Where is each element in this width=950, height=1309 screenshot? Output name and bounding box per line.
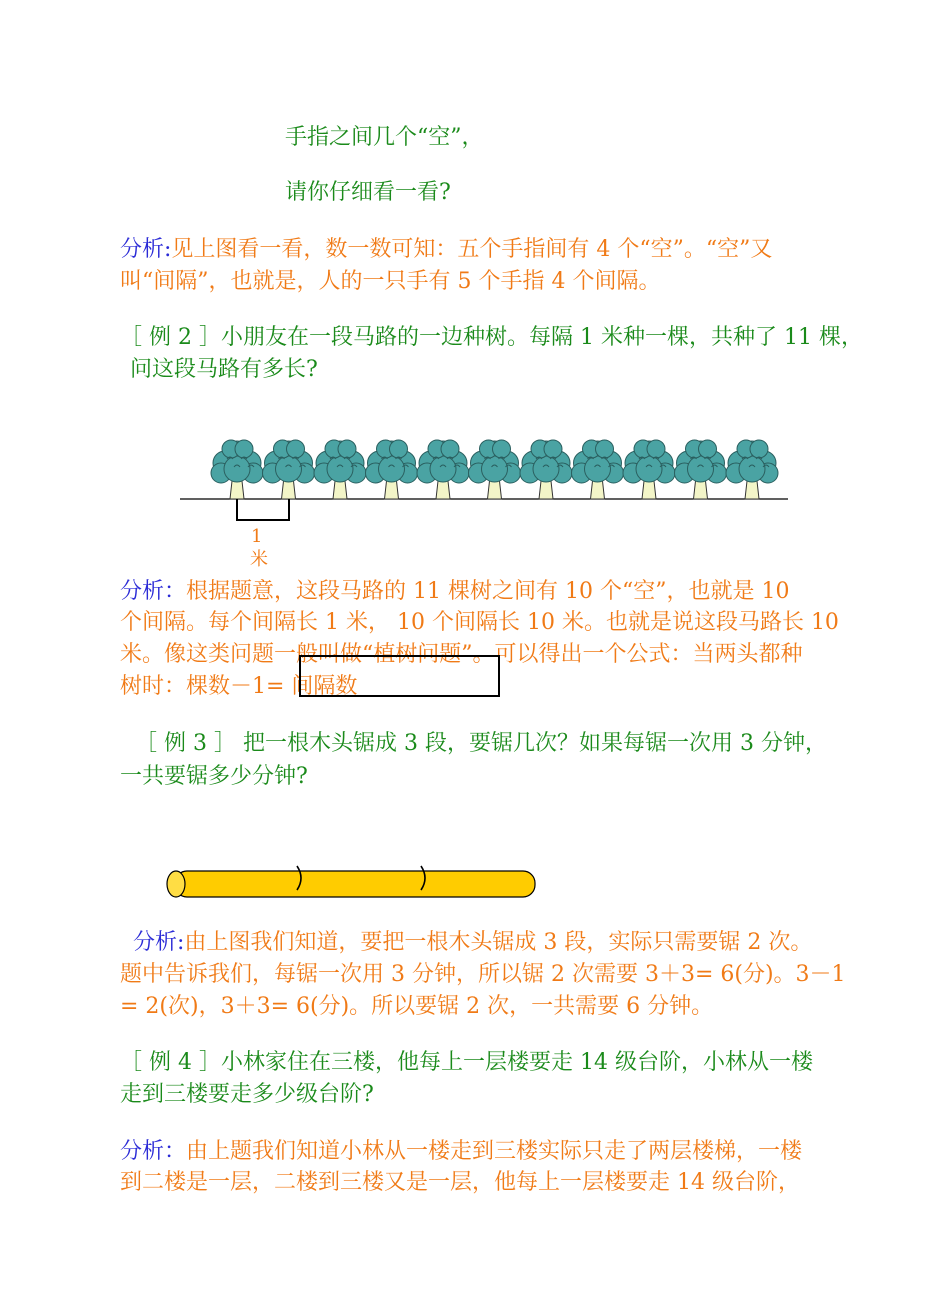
log-end — [167, 871, 185, 897]
analysis-2-line-1 — [120, 576, 789, 608]
interval-bracket — [237, 499, 289, 520]
analysis-4-line-2: 到二楼是一层，二楼到三楼又是一层，他每上一层楼要走 14 级台阶， — [120, 1170, 800, 1195]
log-body — [175, 871, 535, 897]
analysis-label: 分析： — [120, 579, 187, 604]
tree-icon — [520, 440, 572, 499]
log-figure — [167, 866, 535, 897]
example-3-line-2: 一共要锯多少分钟? — [120, 764, 308, 789]
tree-icon — [314, 440, 366, 499]
analysis-3-line-3: = 2(次)，3＋3= 6(分)。所以要锯 2 次，一共需要 6 分钟。 — [120, 994, 714, 1019]
analysis-label: 分析: — [120, 237, 172, 262]
example-2-line-1: ［ 例 2 ］小朋友在一段马路的一边种树。每隔 1 米种一棵，共种了 11 棵， — [120, 325, 863, 350]
tree-icon — [263, 440, 315, 499]
example-3-line-1: ［ 例 3 ］ 把一根木头锯成 3 段，要锯几次？如果每锯一次用 3 分钟， — [135, 731, 827, 756]
analysis-1-line-2: 叫“间隔”，也就是，人的一只手有 5 个手指 4 个间隔。 — [120, 269, 661, 294]
tree-icon — [417, 440, 469, 499]
analysis-4-line-1 — [120, 1136, 802, 1168]
interval-label-unit: 米 — [250, 549, 268, 570]
formula-highlight-box — [299, 655, 500, 697]
example-4-line-1: ［ 例 4 ］小林家住在三楼，他每上一层楼要走 14 级台阶，小林从一楼 — [120, 1050, 813, 1075]
example-4-line-2: 走到三楼要走多少级台阶? — [120, 1082, 374, 1107]
interval-label-number: 1 — [251, 526, 263, 547]
analysis-3-text: 由上图我们知道，要把一根木头锯成 3 段，实际只需要锯 2 次。 — [184, 930, 813, 955]
analysis-4-text: 由上题我们知道小林从一楼走到三楼实际只走了两层楼梯，一楼 — [186, 1139, 803, 1164]
analysis-2-line-4: 树时：棵数－1= 间隔数 — [120, 674, 358, 699]
tree-icon — [623, 440, 675, 499]
tree-icon — [366, 440, 418, 499]
analysis-3-line-1 — [133, 927, 812, 959]
example-2-line-2: 问这段马路有多长? — [130, 357, 318, 382]
analysis-2-line-3: 米。像这类问题一般叫做“植树问题”。可以得出一个公式：当两头都种 — [120, 642, 803, 667]
tree-row — [211, 440, 778, 499]
analysis-label: 分析： — [120, 1139, 187, 1164]
analysis-2-line-2: 个间隔。每个间隔长 1 米， 10 个间隔长 10 米。也就是说这段马路长 10 — [120, 610, 839, 635]
analysis-1-text: 见上图看一看，数一数可知：五个手指间有 4 个“空”。“空”又 — [171, 237, 773, 262]
tree-icon — [726, 440, 778, 499]
analysis-2-text: 根据题意，这段马路的 11 棵树之间有 10 个“空”，也就是 10 — [186, 579, 790, 604]
tree-icon — [572, 440, 624, 499]
tree-icon — [469, 440, 521, 499]
intro-line-2: 请你仔细看一看? — [285, 180, 451, 205]
intro-line-1: 手指之间几个“空”， — [285, 125, 484, 150]
tree-icon — [675, 440, 727, 499]
analysis-3-line-2: 题中告诉我们，每锯一次用 3 分钟，所以锯 2 次需要 3＋3= 6(分)。3－1 — [120, 962, 846, 987]
tree-icon — [211, 440, 263, 499]
analysis-label: 分析: — [133, 930, 185, 955]
